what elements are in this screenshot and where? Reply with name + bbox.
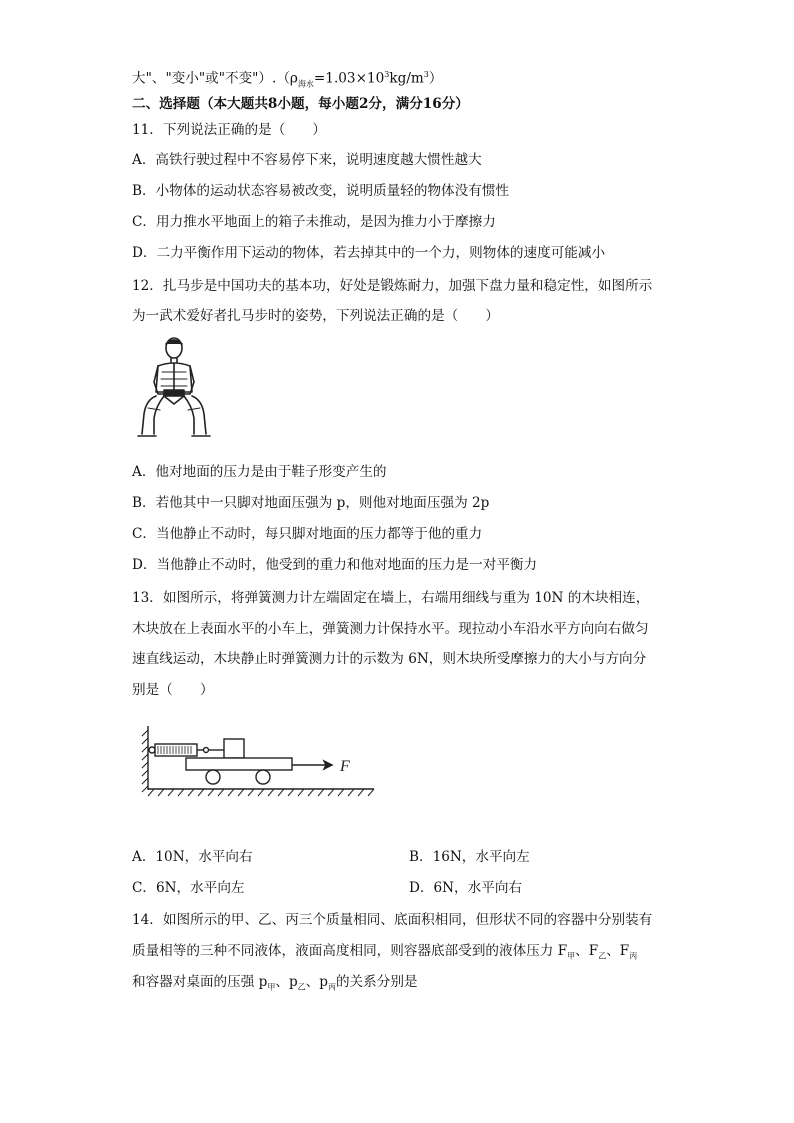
q13-option-a: A．10N，水平向右 — [132, 849, 253, 865]
q11-option-b: B．小物体的运动状态容易被改变，说明质量轻的物体没有惯性 — [132, 183, 510, 199]
q11-option-c: C．用力推水平地面上的箱子未推动，是因为推力小于摩擦力 — [132, 214, 496, 230]
q14-line3-suffix: 的关系分别是 — [335, 974, 418, 990]
q14-sep: 、p — [275, 974, 298, 990]
q14-stem-line1: 14．如图所示的甲、乙、丙三个质量相同、底面积相同，但形状不同的容器中分别装有 — [132, 912, 653, 928]
q13-option-d: D．6N，水平向右 — [409, 880, 523, 896]
q13-stem-line1: 13．如图所示，将弹簧测力计左端固定在墙上，右端用细线与重为 10N 的木块相连， — [132, 590, 650, 606]
q10-density-exponent: 3 — [384, 70, 390, 79]
q14-pressure-sub-bing: 丙 — [327, 982, 336, 992]
q10-unit-exponent: 3 — [423, 70, 429, 79]
q13-stem-line3: 速直线运动，木块静止时弹簧测力计的示数为 6N，则木块所受摩擦力的大小与方向分 — [132, 651, 647, 667]
q12-option-c: C．当他静止不动时，每只脚对地面的压力都等于他的重力 — [132, 526, 483, 542]
q13-stem-line2: 木块放在上表面水平的小车上，弹簧测力计保持水平。现拉动小车沿水平方向向右做匀 — [132, 621, 649, 637]
q12-stem-line2: 为一武术爱好者扎马步时的姿势，下列说法正确的是（ ） — [132, 308, 500, 324]
q11-option-a: A．高铁行驶过程中不容易停下来，说明速度越大惯性越大 — [132, 152, 482, 168]
spring-scale-cart-figure — [138, 722, 383, 800]
q13-stem-line4: 别是（ ） — [132, 682, 214, 698]
q14-line2-prefix: 质量相等的三种不同液体，液面高度相同，则容器底部受到的液体压力 F — [132, 943, 568, 959]
force-label: F — [340, 758, 350, 775]
q12-option-b: B．若他其中一只脚对地面压强为 p，则他对地面压强为 2p — [132, 495, 490, 511]
q10-tail-prefix: 大"、"变小"或"不变"）.（ρ — [132, 70, 298, 87]
q12-stem-line1: 12．扎马步是中国功夫的基本功，好处是锻炼耐力，加强下盘力量和稳定性，如图所示 — [132, 278, 653, 294]
q10-density-value: =1.03×10 — [313, 70, 385, 87]
q14-line3-prefix: 和容器对桌面的压强 p — [132, 974, 268, 990]
q10-tail-suffix: ） — [428, 70, 443, 87]
q14-stem-line2 — [132, 942, 637, 966]
q12-option-a: A．他对地面的压力是由于鞋子形变产生的 — [132, 464, 387, 480]
q12-option-d: D．当他静止不动时，他受到的重力和他对地面的压力是一对平衡力 — [132, 557, 538, 573]
section2-heading: 二、选择题（本大题共8小题，每小题2分，满分16分） — [132, 96, 469, 112]
q13-option-c: C．6N，水平向左 — [132, 880, 245, 896]
q11-option-d: D．二力平衡作用下运动的物体，若去掉其中的一个力，则物体的速度可能减小 — [132, 245, 606, 261]
q14-force-sub-yi: 乙 — [598, 951, 607, 961]
q14-force-sub-bing: 丙 — [629, 951, 638, 961]
q14-pressure-sub-yi: 乙 — [297, 982, 306, 992]
q14-sep: 、p — [305, 974, 328, 990]
q14-stem-line3 — [132, 973, 418, 997]
q14-pressure-sub-jia: 甲 — [267, 982, 276, 992]
q14-force-sub-jia: 甲 — [567, 951, 576, 961]
q11-stem: 11．下列说法正确的是（ ） — [132, 122, 327, 138]
q10-density-unit: kg/m — [389, 70, 424, 87]
q14-sep: 、F — [606, 943, 630, 959]
q10-density-subscript: 海水 — [297, 79, 314, 89]
q14-sep: 、F — [575, 943, 599, 959]
martial-artist-figure — [134, 334, 214, 444]
q10-tail-line — [132, 66, 442, 93]
q13-option-b: B．16N，水平向左 — [409, 849, 530, 865]
